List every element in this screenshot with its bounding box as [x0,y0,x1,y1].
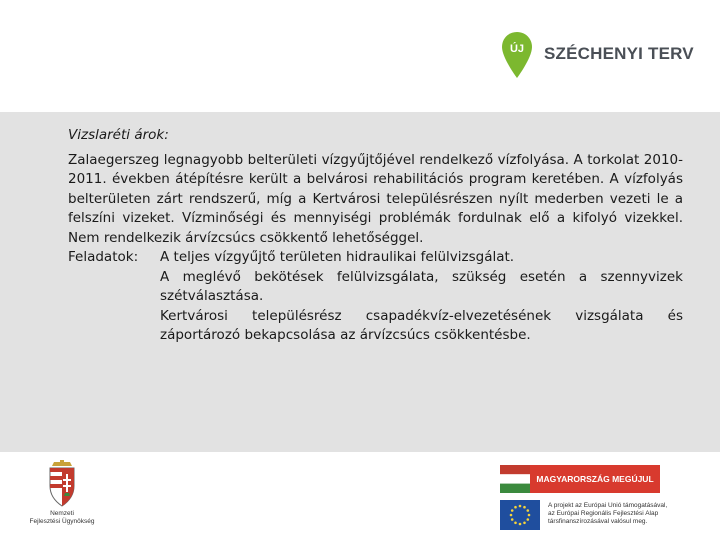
description-paragraph: Zalaegerszeg legnagyobb belterületi vízgyűjtőjével rendelkező vízfolyása. A torkolat 2010-2011. években átépítésre került a belvárosi rehabilitációs program keretében. A vízfolyás belterületen zárt rendszerű, míg a Kertvárosi településrészen nyílt mederben vezeti le a felszíni vizeket. Vízminőségi és mennyiségi problémák fordulnak elő a kifolyó vizekkel. Nem rendelkezik árvízcsúcs csökkentő lehetőséggel. [68,151,683,246]
eu-text-line: az Európai Regionális Fejlesztési Alap [548,510,659,517]
task-list [160,268,683,346]
slide-title: Vizslaréti árok: [68,127,169,143]
nfu-logo [22,460,102,530]
task-item: Kertvárosi településrész csapadékvíz-elvezetésének vizsgálata és záportározó bekapcsolása az árvízcsúcs csökkentésbe. [160,307,683,343]
magyarorszag-megujul-logo [500,463,660,495]
tasks-label: Feladatok: [68,249,139,265]
logo-mark: ÚJ [509,43,525,55]
eu-flag-icon [500,500,540,530]
logo-text: SZÉCHENYI TERV [544,44,694,63]
eu-logo [500,500,700,532]
coat-caption: Nemzeti [50,510,74,517]
location-pin-icon [500,30,534,80]
task-item: A teljes vízgyűjtő területen hidraulikai felülvizsgálat. [160,249,515,265]
coat-of-arms-icon [44,460,80,510]
tasks-row [68,248,683,268]
eu-text-line: társfinanszírozásával valósul meg. [548,518,648,525]
mm-banner: MAGYARORSZÁG MEGÚJUL [530,465,660,493]
task-item: A meglévő bekötések felülvizsgálata, szükség esetén a szennyvizek szétválasztása. [160,268,683,304]
hungarian-flag-icon [500,463,530,495]
szechenyi-terv-logo [500,30,700,100]
coat-caption: Fejlesztési Ügynökség [29,518,95,525]
eu-text-line: A projekt az Európai Unió támogatásával, [548,502,668,509]
content-panel [0,112,720,452]
slide-content [68,126,683,346]
